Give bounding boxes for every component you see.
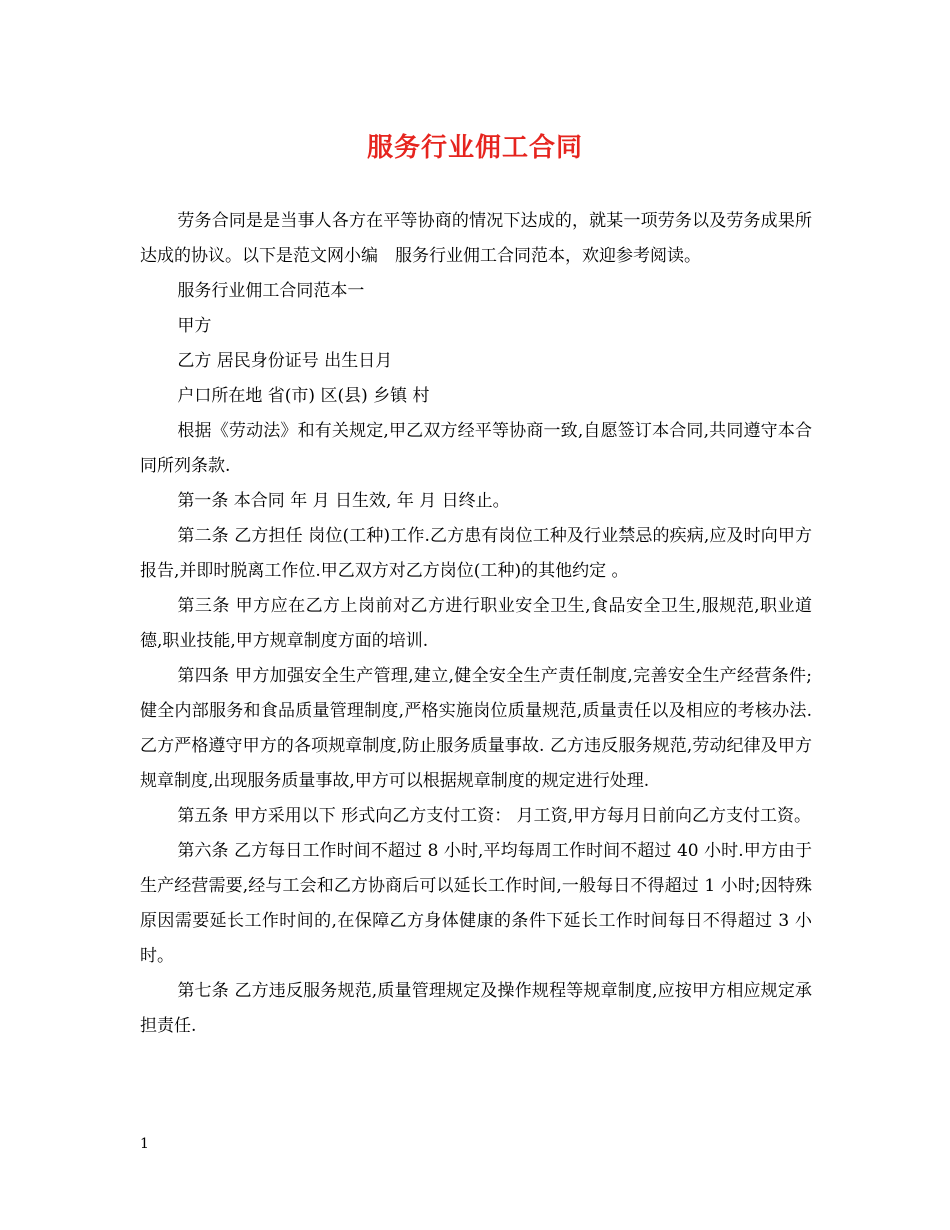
paragraph-article-2: 第二条 乙方担任 岗位(工种)工作.乙方患有岗位工种及行业禁忌的疾病,应及时向甲方报告,并即时脱离工作位.甲乙双方对乙方岗位(工种)的其他约定 。 [140,526,812,581]
paragraph-party-b: 乙方 居民身份证号 出生日月 [177,351,393,371]
paragraph-basis: 根据《劳动法》和有关规定,甲乙双方经平等协商一致,自愿签订本合同,共同遵守本合同所列条款. [140,421,812,476]
paragraph-residence: 户口所在地 省(市) 区(县) 乡镇 村 [177,386,430,406]
paragraph-intro: 劳务合同是是当事人各方在平等协商的情况下达成的，就某一项劳务以及劳务成果所达成的协议。以下是范文网小编 服务行业佣工合同范本，欢迎参考阅读。 [140,211,812,266]
paragraph-template-heading: 服务行业佣工合同范本一 [177,281,365,301]
paragraph-article-4: 第四条 甲方加强安全生产管理,建立,健全安全生产责任制度,完善安全生产经营条件;健全内部服务和食品质量管理制度,严格实施岗位质量规范,质量责任以及相应的考核办法.乙方严格遵守甲方的各项规章制度,防止服务质量事故. 乙方违反服务规范,劳动纪律及甲方规章制度,出现服务质量事故,甲方可以根据规章制度的规定进行处理. [140,666,812,791]
paragraph-article-6: 第六条 乙方每日工作时间不超过 8 小时,平均每周工作时间不超过 40 小时.甲方由于生产经营需要,经与工会和乙方协商后可以延长工作时间,一般每日不得超过 1 小时;因特殊原因需要延长工作时间的,在保障乙方身体健康的条件下延长工作时间每日不得超过 3 小时。 [140,841,812,966]
paragraph-article-3: 第三条 甲方应在乙方上岗前对乙方进行职业安全卫生,食品安全卫生,服规范,职业道德,职业技能,甲方规章制度方面的培训. [140,596,812,651]
paragraph-article-1: 第一条 本合同 年 月 日生效, 年 月 日终止。 [177,491,510,511]
paragraph-article-7: 第七条 乙方违反服务规范,质量管理规定及操作规程等规章制度,应按甲方相应规定承担责任. [140,981,812,1036]
document-title: 服务行业佣工合同 [366,133,583,163]
page-number: 1 [140,1136,149,1152]
paragraph-article-5: 第五条 甲方采用以下 形式向乙方支付工资： 月工资,甲方每月日前向乙方支付工资。 [177,806,812,826]
paragraph-party-a: 甲方 [177,316,212,336]
document-body [140,204,812,1044]
